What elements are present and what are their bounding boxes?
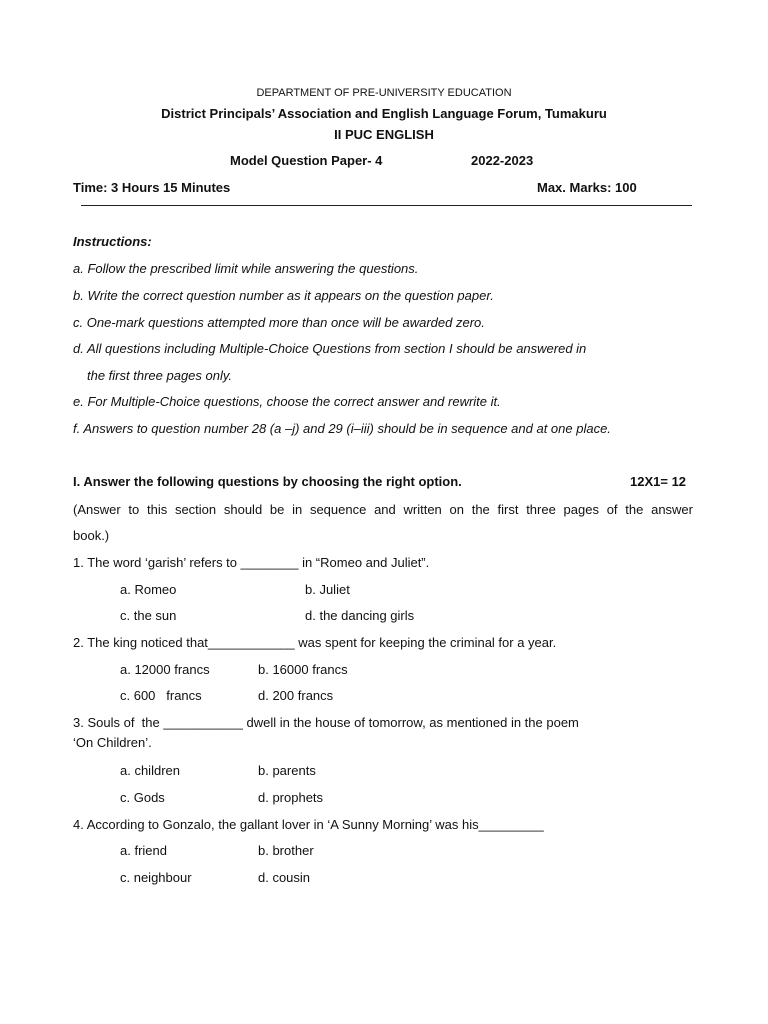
section-heading: I. Answer the following questions by choosing the right option. [73,474,462,489]
section-marks: 12X1= 12 [630,474,687,489]
department-title: DEPARTMENT OF PRE-UNIVERSITY EDUCATION [256,87,512,99]
option: b. Juliet [305,582,350,597]
header-divider [81,205,692,206]
option: c. Gods [120,790,165,805]
option: a. children [120,763,180,778]
option: a. Romeo [120,582,177,597]
instruction-item: b. Write the correct question number as it appears on the question paper. [73,288,494,303]
option: a. friend [120,843,167,858]
option: c. 600 francs [120,688,202,703]
paper-title: Model Question Paper- 4 [230,153,383,168]
section-note: (Answer to this section should be in sequence and written on the first three pages of the answer [73,502,693,517]
question-4: 4. According to Gonzalo, the gallant lover in ‘A Sunny Morning’ was his_________ [73,817,544,832]
instruction-item: a. Follow the prescribed limit while answering the questions. [73,261,419,276]
instruction-item: e. For Multiple-Choice questions, choose the correct answer and rewrite it. [73,394,501,409]
option: c. the sun [120,608,177,623]
option: c. neighbour [120,870,192,885]
subject-title: II PUC ENGLISH [334,127,434,142]
option: b. brother [258,843,314,858]
option: b. 16000 francs [258,662,348,677]
section-note-cont: book.) [73,528,110,543]
option: b. parents [258,763,316,778]
option: d. cousin [258,870,311,885]
exam-time: Time: 3 Hours 15 Minutes [73,180,231,195]
instruction-item: the first three pages only. [87,368,233,383]
question-3: 3. Souls of the ___________ dwell in the house of tomorrow, as mentioned in the poem [73,715,579,730]
question-3-cont: ‘On Children’. [73,735,152,750]
option: d. the dancing girls [305,608,415,623]
question-2: 2. The king noticed that____________ was spent for keeping the criminal for a year. [73,635,557,650]
option: a. 12000 francs [120,662,210,677]
paper-year: 2022-2023 [471,153,534,168]
instruction-item: c. One-mark questions attempted more than once will be awarded zero. [73,315,485,330]
max-marks: Max. Marks: 100 [537,180,637,195]
instruction-item: f. Answers to question number 28 (a –j) and 29 (i–iii) should be in sequence and at one place. [73,421,611,436]
instruction-item: d. All questions including Multiple-Choice Questions from section I should be answered in [73,341,587,356]
question-1: 1. The word ‘garish’ refers to ________ in “Romeo and Juliet”. [73,555,430,570]
option: d. prophets [258,790,324,805]
instructions-title: Instructions: [73,234,152,249]
option: d. 200 francs [258,688,334,703]
association-title: District Principals’ Association and English Language Forum, Tumakuru [161,106,607,121]
